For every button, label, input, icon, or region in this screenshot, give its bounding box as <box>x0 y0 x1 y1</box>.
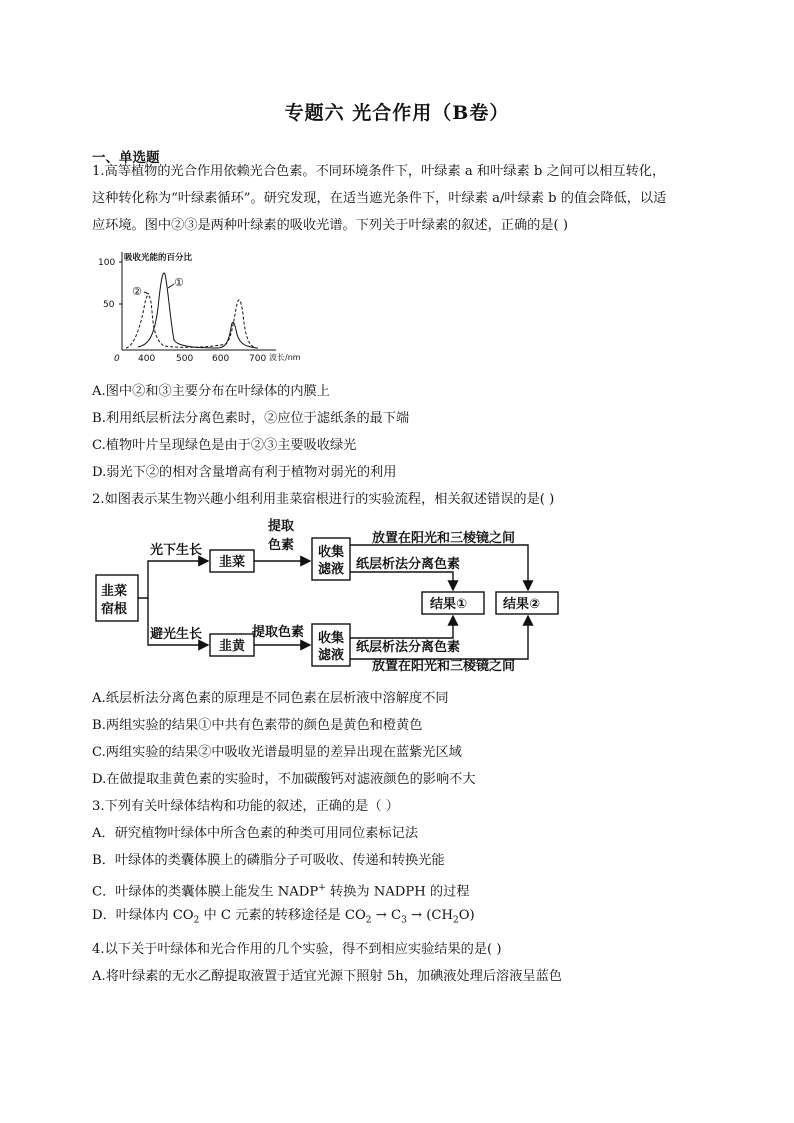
x-tick-500: 500 <box>176 354 194 364</box>
filtrate-top-2: 滤液 <box>318 562 345 577</box>
y-tick-50: 50 <box>103 300 115 310</box>
chromatography-label-top: 纸层析法分离色素 <box>356 557 461 572</box>
page-title: 专题六 光合作用（B卷） <box>284 102 510 124</box>
q1-option-b: B.利用纸层析法分离色素时，②应位于滤纸条的最下端 <box>92 411 410 426</box>
dark-growth-label: 避光生长 <box>150 627 203 642</box>
q1-line-3: 应环境。图中②③是两种叶绿素的吸收光谱。下列关于叶绿素的叙述，正确的是( ) <box>92 218 569 233</box>
extract-top-2: 色素 <box>268 538 295 553</box>
q3-option-c: C．叶绿体的类囊体膜上能发生 NADP+ 转换为 NADPH 的过程 <box>92 883 470 900</box>
q2-option-a: A.纸层析法分离色素的原理是不同色素在层析液中溶解度不同 <box>92 691 449 706</box>
q1-option-c: C.植物叶片呈现绿色是由于②③主要吸收绿光 <box>92 438 357 453</box>
filtrate-bottom-1: 收集 <box>318 631 345 646</box>
q2-option-c: C.两组实验的结果②中吸收光谱最明显的差异出现在蓝紫光区域 <box>92 745 462 760</box>
curve-2-dashed <box>126 295 256 348</box>
filtrate-top-1: 收集 <box>318 545 345 560</box>
root-label-1: 韭菜 <box>101 584 128 599</box>
curve-label-2: ② <box>132 285 142 298</box>
x-tick-600: 600 <box>212 354 230 364</box>
q3-option-b: B．叶绿体的类囊体膜上的磷脂分子可吸收、传递和转换光能 <box>92 853 445 868</box>
curve-label-1: ① <box>174 276 184 289</box>
result1-label: 结果① <box>430 597 468 612</box>
section-heading: 一、单选题 <box>92 150 160 166</box>
x-tick-0: 0 <box>114 354 120 364</box>
x-tick-700: 700 <box>249 354 267 364</box>
q1-option-a: A.图中②和③主要分布在叶绿体的内膜上 <box>92 384 330 399</box>
q2-option-b: B.两组实验的结果①中共有色素带的颜色是黄色和橙黄色 <box>92 718 423 733</box>
chromatography-label-bottom: 纸层析法分离色素 <box>356 640 461 655</box>
extract-top-1: 提取 <box>268 519 295 534</box>
result2-label: 结果② <box>503 597 541 612</box>
q1-line-1: 1.高等植物的光合作用依赖光合色素。不同环境条件下，叶绿素 a 和叶绿素 b 之间可以相互转化， <box>92 164 666 179</box>
q3-option-a: A．研究植物叶绿体中所含色素的种类可用同位素标记法 <box>92 826 419 841</box>
q1-line-2: 这种转化称为“叶绿素循环”。研究发现，在适当遮光条件下，叶绿素 a/叶绿素 b 的值会降低，以适 <box>92 191 667 206</box>
leek-label: 韭菜 <box>219 555 246 570</box>
filtrate-bottom-2: 滤液 <box>318 648 345 663</box>
x-tick-400: 400 <box>138 354 156 364</box>
q3-option-d: D．叶绿体内 $CO_2$ 中 C 元素的转移途径是 $CO_2 \to C_3 \to (CH_2O)$ <box>92 908 475 926</box>
q4-stem: 4.以下关于叶绿体和光合作用的几个实验，得不到相应实验结果的是( ) <box>92 942 502 957</box>
curve-1-solid <box>138 273 258 348</box>
q4-option-a: A.将叶绿素的无水乙醇提取液置于适宜光源下照射 5h，加碘液处理后溶液呈蓝色 <box>92 969 562 984</box>
prism-label-top: 放置在阳光和三棱镜之间 <box>372 531 516 546</box>
prism-label-bottom: 放置在阳光和三棱镜之间 <box>372 659 516 674</box>
yellow-leek-label: 韭黄 <box>219 639 246 654</box>
q2-option-d: D.在做提取韭黄色素的实验时，不加碳酸钙对滤液颜色的影响不大 <box>92 772 476 787</box>
y-tick-100: 100 <box>98 258 116 268</box>
q3-stem: 3.下列有关叶绿体结构和功能的叙述，正确的是（ ） <box>92 799 399 814</box>
q2-stem: 2.如图表示某生物兴趣小组利用韭菜宿根进行的实验流程，相关叙述错误的是( ) <box>92 492 555 507</box>
absorption-spectrum-chart <box>98 248 328 366</box>
root-label-2: 宿根 <box>101 602 128 617</box>
chart-ylabel: 吸收光能的百分比 <box>124 253 193 263</box>
chart-xlabel: 波长/nm <box>269 353 301 362</box>
light-growth-label: 光下生长 <box>150 543 203 558</box>
experiment-flow-diagram <box>92 516 562 676</box>
q1-option-d: D.弱光下②的相对含量增高有利于植物对弱光的利用 <box>92 465 397 480</box>
extract-bottom: 提取色素 <box>252 625 305 640</box>
